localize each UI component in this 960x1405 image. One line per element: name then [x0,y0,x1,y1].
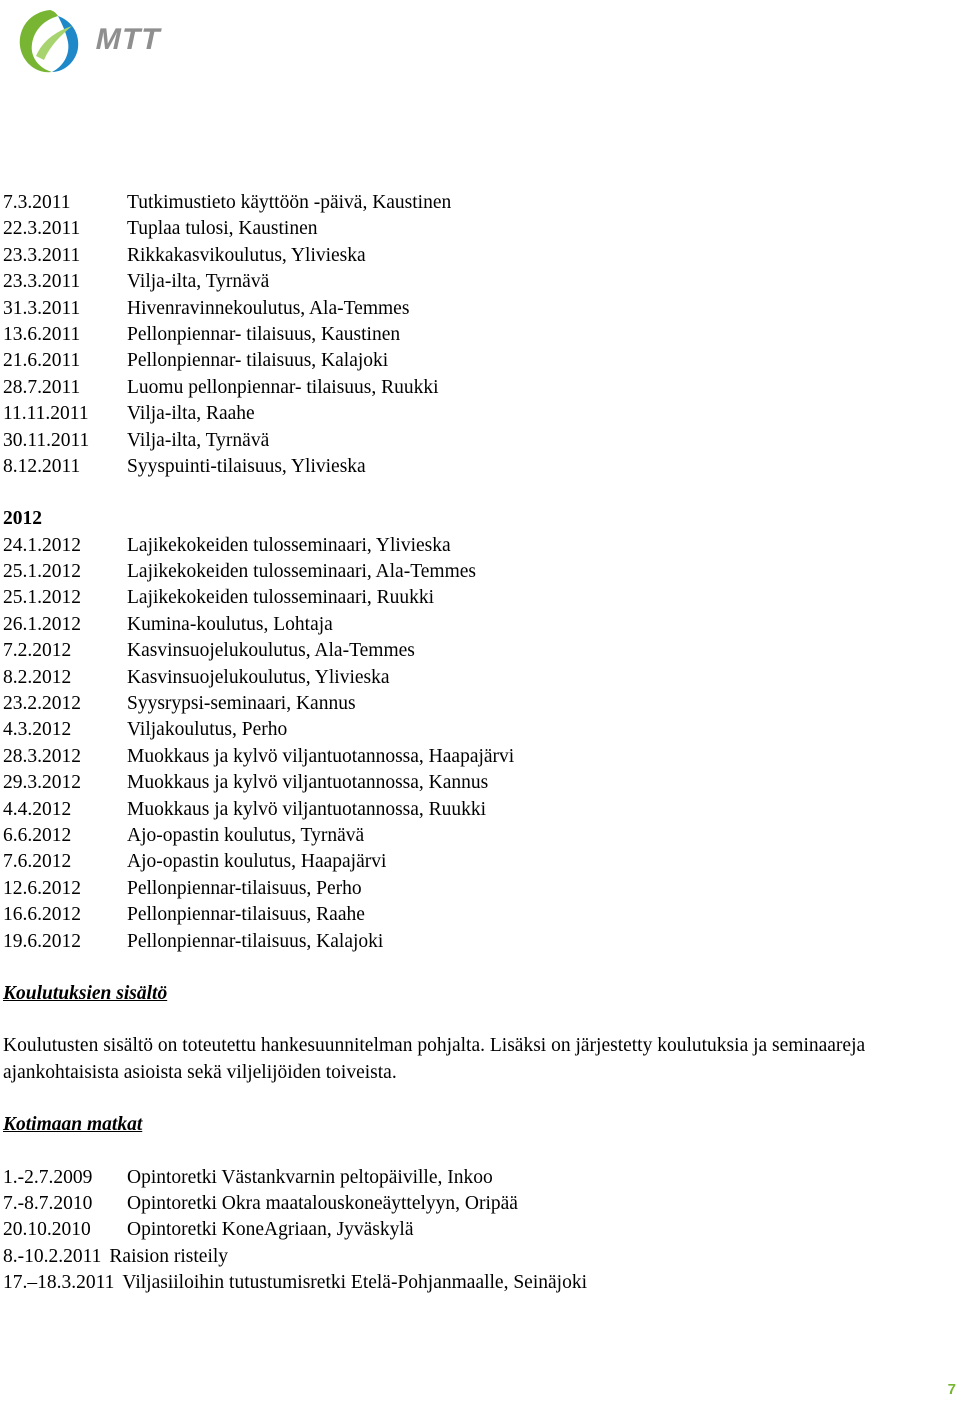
event-description: Rikkakasvikoulutus, Ylivieska [127,244,366,266]
event-description: Pellonpiennar-tilaisuus, Raahe [127,904,365,926]
event-date: 4.3.2012 [3,719,72,741]
event-date: 28.3.2012 [3,745,81,767]
event-date: 19.6.2012 [3,930,81,952]
list-item [3,612,943,638]
list-item [3,849,943,875]
list-item [3,823,943,849]
event-description: Lajikekokeiden tulosseminaari, Ruukki [127,587,435,609]
event-date: 13.6.2011 [3,323,81,345]
list-item [3,243,943,269]
list-item [3,876,943,902]
list-item [3,744,943,770]
list-item [3,428,943,454]
event-description: Hivenravinnekoulutus, Ala-Temmes [127,297,410,319]
list-item [3,638,943,664]
list-item [3,454,943,480]
event-date: 25.1.2012 [3,561,81,583]
list-item [3,348,943,374]
event-date: 29.3.2012 [3,772,81,794]
event-description: Luomu pellonpiennar- tilaisuus, Ruukki [127,376,439,398]
event-description: Opintoretki KoneAgriaan, Jyväskylä [127,1219,414,1241]
event-description: Pellonpiennar- tilaisuus, Kaustinen [127,323,401,345]
event-description: Lajikekokeiden tulosseminaari, Ylivieska [127,534,451,556]
event-description: Kumina-koulutus, Lohtaja [127,613,333,635]
event-description: Muokkaus ja kylvö viljantuotannossa, Ruukki [127,798,487,820]
list-item [3,559,943,585]
event-date: 7.2.2012 [3,640,72,662]
event-description: Pellonpiennar- tilaisuus, Kalajoki [127,350,389,372]
list-item [3,1217,943,1243]
list-item [3,665,943,691]
list-item [3,1191,943,1217]
event-description: Viljakoulutus, Perho [127,719,288,741]
event-date: 25.1.2012 [3,587,81,609]
logo-text: MTT [92,23,165,56]
event-date: 22.3.2011 [3,218,81,240]
section-heading-kotimaan-matkat: Kotimaan matkat [3,1114,143,1136]
list-item [3,770,943,796]
mtt-leaf-logo-icon [14,6,86,78]
trips-list [3,1165,943,1297]
event-description: Kasvinsuojelukoulutus, Ala-Temmes [127,640,415,662]
list-item [3,375,943,401]
event-description: Tuplaa tulosi, Kaustinen [127,218,318,240]
event-description: Ajo-opastin koulutus, Haapajärvi [127,851,387,873]
event-description: Muokkaus ja kylvö viljantuotannossa, Haapajärvi [127,745,515,767]
event-date: 16.6.2012 [3,904,81,926]
event-date: 23.3.2011 [3,271,81,293]
event-description: Tutkimustieto käyttöön -päivä, Kaustinen [127,192,452,213]
event-date: 1.-2.7.2009 [3,1166,93,1188]
list-item [3,1244,943,1270]
event-description: Lajikekokeiden tulosseminaari, Ala-Temmes [127,561,476,583]
event-date: 21.6.2011 [3,350,81,372]
list-item [3,585,943,611]
event-description: Vilja-ilta, Raahe [127,403,255,425]
event-date: 23.3.2011 [3,244,81,266]
mtt-logo [14,6,194,78]
event-description: Syyspuinti-tilaisuus, Ylivieska [127,455,366,477]
list-item [3,296,943,322]
list-item [3,533,943,559]
list-item [3,717,943,743]
event-date: 8.12.2011 [3,455,81,477]
event-date: 31.3.2011 [3,297,81,319]
event-description: Opintoretki Okra maatalouskoneäyttelyyn, Oripää [127,1192,518,1214]
list-item [3,216,943,242]
event-description: Kasvinsuojelukoulutus, Ylivieska [127,666,390,688]
event-date: 17.–18.3.2011 [3,1272,115,1294]
list-item [3,691,943,717]
event-description: Ajo-opastin koulutus, Tyrnävä [127,824,365,846]
event-date: 7.3.2011 [3,192,71,213]
list-item [3,269,943,295]
event-date: 6.6.2012 [3,824,72,846]
year-heading: 2012 [3,508,42,530]
list-item [3,190,943,216]
events-2012-list [3,533,943,955]
list-item [3,902,943,928]
event-description: Raision risteily [109,1245,229,1267]
event-description: Syysrypsi-seminaari, Kannus [127,693,356,715]
section-paragraph: Koulutusten sisältö on toteutettu hankesuunnitelman pohjalta. Lisäksi on järjestetty koulutuksia ja seminaareja ajankohtaisista asioista sekä viljelijöiden toiveista. [3,1035,866,1083]
event-date: 23.2.2012 [3,693,81,715]
event-description: Vilja-ilta, Tyrnävä [127,271,270,293]
list-item [3,929,943,955]
event-date: 4.4.2012 [3,798,72,820]
event-description: Pellonpiennar-tilaisuus, Kalajoki [127,930,384,952]
event-date: 30.11.2011 [3,429,90,451]
event-date: 20.10.2010 [3,1219,91,1241]
event-description: Opintoretki Västankvarnin peltopäiville, Inkoo [127,1166,493,1188]
list-item [3,1165,943,1191]
event-description: Viljasiiloihin tutustumisretki Etelä-Pohjanmaalle, Seinäjoki [122,1272,587,1294]
event-date: 26.1.2012 [3,613,81,635]
page-number: 7 [947,1381,956,1398]
events-2011-list [3,190,943,480]
list-item [3,322,943,348]
event-description: Vilja-ilta, Tyrnävä [127,429,270,451]
document-content [3,190,943,1296]
section-heading-koulutuksien-sisalto: Koulutuksien sisältö [3,982,168,1004]
event-date: 7.-8.7.2010 [3,1192,93,1214]
event-description: Muokkaus ja kylvö viljantuotannossa, Kannus [127,772,489,794]
list-item [3,1270,943,1296]
event-date: 12.6.2012 [3,877,81,899]
event-date: 8.2.2012 [3,666,72,688]
list-item [3,401,943,427]
event-date: 28.7.2011 [3,376,81,398]
event-description: Pellonpiennar-tilaisuus, Perho [127,877,362,899]
event-date: 7.6.2012 [3,851,72,873]
list-item [3,797,943,823]
event-date: 8.-10.2.2011 [3,1245,102,1267]
event-date: 11.11.2011 [3,403,89,425]
event-date: 24.1.2012 [3,534,81,556]
